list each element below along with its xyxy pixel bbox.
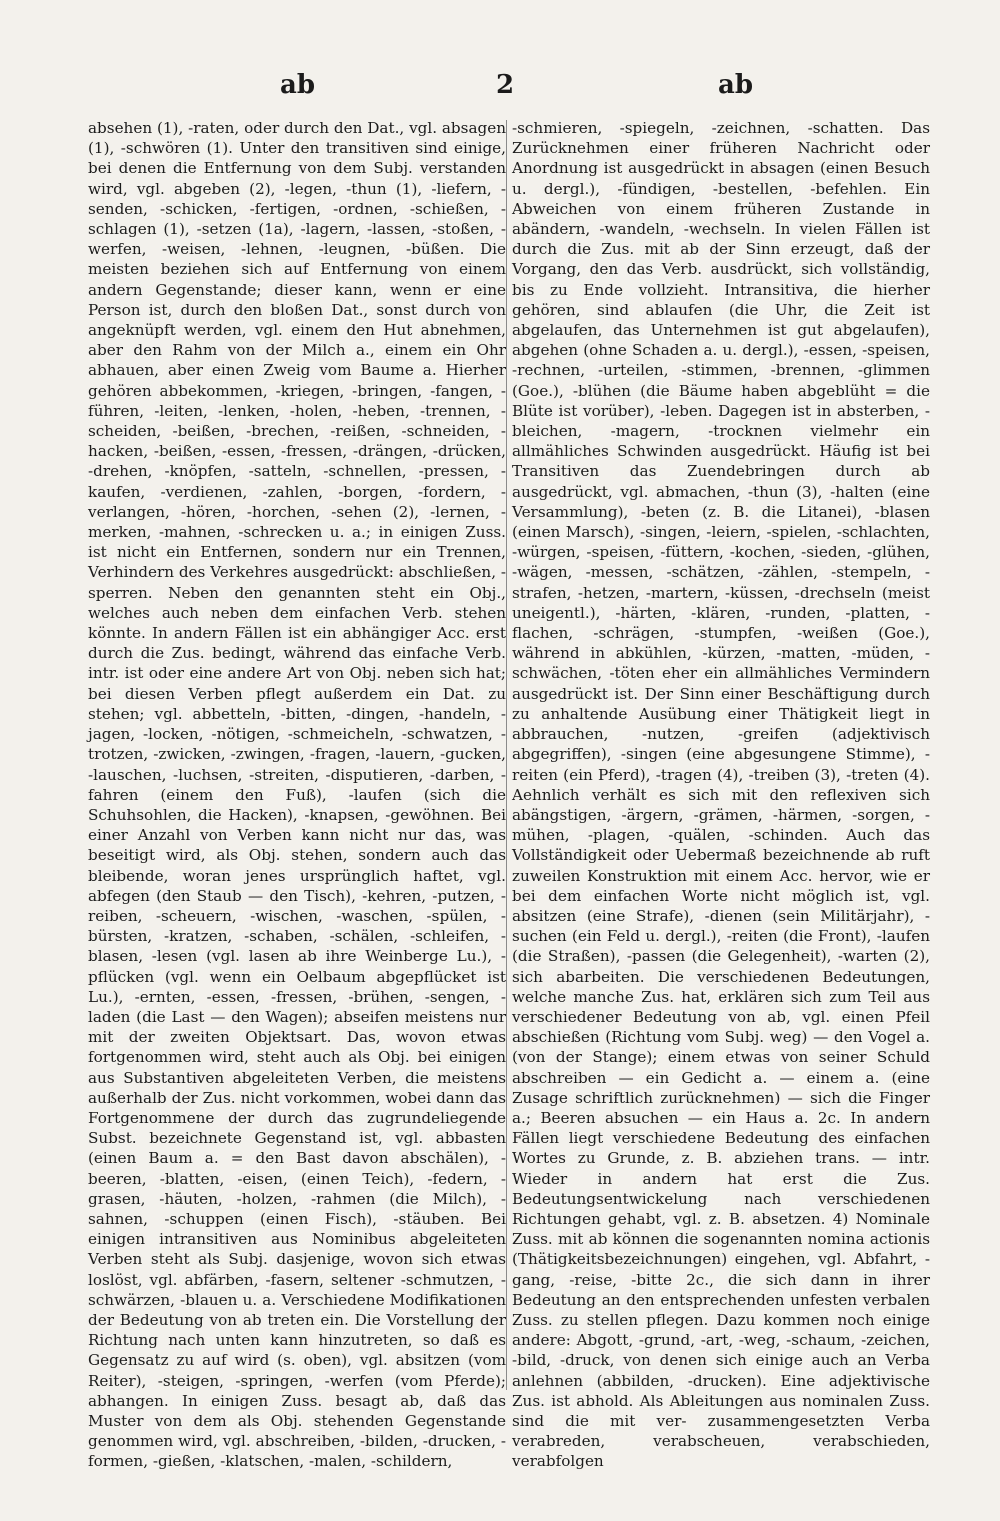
column-right-text: -schmieren, -spiegeln, -zeichnen, -schatten. Das Zurücknehmen einer früheren Nachricht oder Anordnung ist ausgedrückt in absagen (einen Besuch u. dergl.), -fündigen, -bestellen, -befehlen. Ein Abweichen von einem früheren Zustande in abändern, -wandeln, -wechseln. In vielen Fällen ist durch die Zus. mit ab der Sinn erzeugt, daß der Vorgang, den das Verb. ausdrückt, sich vollständig, bis zu Ende vollzieht. Intransitiva, die hierher gehören, sind ablaufen (die Uhr, die Zeit ist abgelaufen, das Unternehmen ist gut abgelaufen), abgehen (ohne Schaden a. u. dergl.), -essen, -speisen, -rechnen, -urteilen, -stimmen, -brennen, -glimmen (Goe.), -blühen (die Bäume haben abgeblüht = die Blüte ist vorüber), -leben. Dagegen ist in absterben, -bleichen, -magern, -trocknen vielmehr ein allmähliches Schwinden ausgedrückt. Häufig ist bei Transitiven das Zuendebringen durch ab ausgedrückt, vgl. abmachen, -thun (3), -halten (eine Versammlung), -beten (z. B. die Litanei), -blasen (einen Marsch), -singen, -leiern, -spielen, -schlachten, -würgen, -speisen, -füttern, -kochen, -sieden, -glühen, -wägen, -messen, -schätzen, -zählen, -stempeln, -strafen, -hetzen, -martern, -küssen, -drechseln (meist uneigentl.), -härten, -klären, -runden, -platten, -flachen, -schrägen, -stumpfen, -weißen (Goe.), während in abkühlen, -kürzen, -matten, -müden, -schwächen, -töten eher ein allmähliches Vermindern ausgedrückt ist. Der Sinn einer Beschäftigung durch zu anhaltende Ausübung einer Thätigkeit liegt in abbrauchen, -nutzen, -greifen (adjektivisch abgegriffen), -singen (eine abgesungene Stimme), -reiten (ein Pferd), -tragen (4), -treiben (3), -treten (4). Aehnlich verhält es sich mit den reflexiven sich abängstigen, -ärgern, -grämen, -härmen, -sorgen, -mühen, -plagen, -quälen, -schinden. Auch das Vollständigkeit oder Uebermaß bezeichnende ab ruft zuweilen Konstruktion mit einem Acc. hervor, wie er bei dem einfachen Worte nicht möglich ist, vgl. absitzen (eine Strafe), -dienen (sein Militärjahr), -suchen (ein Feld u. dergl.), -reiten (die Front), -laufen (die Straßen), -passen (die Gelegenheit), -warten (2), sich abarbeiten. Die verschiedenen Bedeutungen, welche manche Zus. hat, erklären sich zum Teil aus verschiedener Bedeutung von ab, vgl. einen Pfeil abschießen (Richtung vom Subj. weg) — den Vogel a. (von der Stange); einem etwas von seiner Schuld abschreiben — ein Gedicht a. — einem a. (eine Zusage schriftlich zurücknehmen) — sich die Finger a.; Beeren absuchen — ein Haus a. 2c. In andern Fällen liegt verschiedene Bedeutung des einfachen Wortes zu Grunde, z. B. abziehen trans. — intr. Wieder in andern hat erst die Zus. Bedeutungsentwickelung nach verschiedenen Richtungen gehabt, vgl. z. B. absetzen. 4) Nominale Zuss. mit ab können die sogenannten nomina actionis (Thätigkeitsbezeichnungen) eingehen, vgl. Abfahrt, -gang, -reise, -bitte 2c., die sich dann in ihrer Bedeutung an den entsprechenden unfesten verbalen Zuss. zu stellen pflegen. Dazu kommen noch einige andere: Abgott, -grund, -art, -weg, -schaum, -zeichen, -bild, -druck, von denen sich einige auch an Verba anlehnen (abbilden, -drucken). Eine adjektivische Zus. ist abhold. Als Ableitungen aus nominalen Zuss. sind die mit ver- zusammengesetzten Verba verabreden, verabscheuen, verabschieden, verabfolgen: [512, 119, 930, 1471]
headword-right: ab: [718, 70, 754, 100]
column-left-text: absehen (1), -raten, oder durch den Dat., vgl. absagen (1), -schwören (1). Unter den transitiven sind einige, bei denen die Entfernung von dem Subj. verstanden wird, vgl. abgeben (2), -legen, -thun (1), -liefern, -senden, -schicken, -fertigen, -ordnen, -schießen, -schlagen (1), -setzen (1a), -lagern, -lassen, -stoßen, -werfen, -weisen, -lehnen, -leugnen, -büßen. Die meisten beziehen sich auf Entfernung von einem andern Gegenstande; dieser kann, wenn er eine Person ist, durch den bloßen Dat., sonst durch von angeknüpft werden, vgl. einem den Hut abnehmen, aber den Rahm von der Milch a., einem ein Ohr abhauen, aber einen Zweig vom Baume a. Hierher gehören abbekommen, -kriegen, -bringen, -fangen, -führen, -leiten, -lenken, -holen, -heben, -trennen, -scheiden, -beißen, -brechen, -reißen, -schneiden, -hacken, -beißen, -essen, -fressen, -drängen, -drücken, -drehen, -knöpfen, -satteln, -schnellen, -pressen, -kaufen, -verdienen, -zahlen, -borgen, -fordern, -verlangen, -hören, -horchen, -sehen (2), -lernen, -merken, -mahnen, -schrecken u. a.; in einigen Zuss. ist nicht ein Entfernen, sondern nur ein Trennen, Verhindern des Verkehres ausgedrückt: abschließen, -sperren. Neben den genannten steht ein Obj., welches auch neben dem einfachen Verb. stehen könnte. In andern Fällen ist ein abhängiger Acc. erst durch die Zus. bedingt, während das einfache Verb. intr. ist oder eine andere Art von Obj. neben sich hat; bei diesen Verben pflegt außerdem ein Dat. zu stehen; vgl. abbetteln, -bitten, -dingen, -handeln, -jagen, -locken, -nötigen, -schmeicheln, -schwatzen, -trotzen, -zwicken, -zwingen, -fragen, -lauern, -gucken, -lauschen, -luchsen, -streiten, -disputieren, -darben, -fahren (einem den Fuß), -laufen (sich die Schuhsohlen, die Hacken), -knapsen, -gewöhnen. Bei einer Anzahl von Verben kann nicht nur das, was beseitigt wird, als Obj. stehen, sondern auch das bleibende, woran jenes ursprünglich haftet, vgl. abfegen (den Staub — den Tisch), -kehren, -putzen, -reiben, -scheuern, -wischen, -waschen, -spülen, -bürsten, -kratzen, -schaben, -schälen, -schleifen, -blasen, -lesen (vgl. lasen ab ihre Weinberge Lu.), -pflücken (vgl. wenn ein Oelbaum abgepflücket ist Lu.), -ernten, -essen, -fressen, -brühen, -sengen, -laden (die Last — den Wagen); abseifen meistens nur mit der zweiten Objektsart. Das, wovon etwas fortgenommen wird, steht auch als Obj. bei einigen aus Substantiven abgeleiteten Verben, die meistens außerhalb der Zus. nicht vorkommen, wobei dann das Fortgenommene der durch das zugrundeliegende Subst. bezeichnete Gegenstand ist, vgl. abbasten (einen Baum a. = den Bast davon abschälen), -beeren, -blatten, -eisen, (einen Teich), -federn, -grasen, -häuten, -holzen, -rahmen (die Milch), -sahnen, -schuppen (einen Fisch), -stäuben. Bei einigen intransitiven aus Nominibus abgeleiteten Verben steht als Subj. dasjenige, wovon sich etwas loslöst, vgl. abfärben, -fasern, seltener -schmutzen, -schwärzen, -blauen u. a. Verschiedene Modifikationen der Bedeutung von ab treten ein. Die Vorstellung der Richtung nach unten kann hinzutreten, so daß es Gegensatz zu auf wird (s. oben), vgl. absitzen (vom Reiter), -steigen, -springen, -werfen (vom Pferde); abhangen. In einigen Zuss. besagt ab, daß das Muster von dem als Obj. stehenden Gegenstande genommen wird, vgl. abschreiben, -bilden, -drucken, -formen, -gießen, -klatschen, -malen, -schildern,: [88, 119, 506, 1471]
headword-left: ab: [280, 70, 316, 100]
text-column-right: [512, 118, 930, 1471]
page-header: [0, 70, 1000, 110]
text-column-left: [88, 118, 506, 1471]
page-number: 2: [496, 70, 515, 100]
column-divider: [506, 120, 507, 1390]
